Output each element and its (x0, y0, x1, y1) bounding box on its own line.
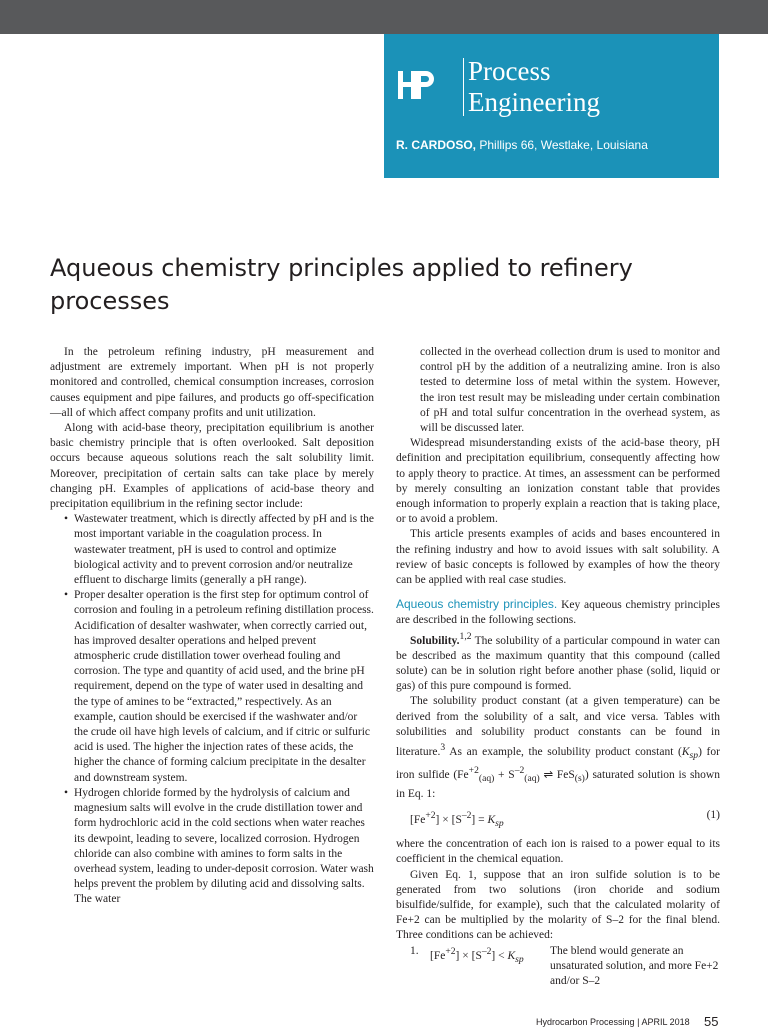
solubility-paragraph (396, 629, 720, 695)
department-divider (463, 58, 464, 116)
section-intro: Key aqueous chemistry principles are described in the following sections. (396, 599, 721, 627)
condition-text: The blend would generate an unsaturated solution, and more Fe+2 and/or S–2 (550, 944, 719, 987)
ksp-paragraph: The solubility product constant (at a given temperature) can be derived from the solubility of a salt, and vice versa. Tables with solubilities and solubility product constants can be found in literature.$^3$ As an example, the solubility product constant $(K_{sp})$ for iron sulfide ($Fe^{+2}_{(aq)} + S^{-2}_{(aq)}$ ⇌ FeS$_{(s)}$) saturated solution is shown in Eq. 1: (396, 695, 720, 800)
left-column (50, 345, 374, 908)
subsection-heading: Solubility. (410, 634, 460, 647)
list-item: • Hydrogen chloride formed by the hydrolysis of calcium and magnesium salts will evolve in the crude distillation tower and form hydrochloric acid in the cold sections when water reaches its dewpoint, leading to severe, localized corrosion. Hydrogen chloride can also combine with amines to form salts in the overhead system, leading to under-deposit corrosion. Water wash helps prevent the problem by diluting acid and dissolving salts. The water (74, 786, 374, 908)
issue-date: APRIL 2018 (641, 1017, 690, 1027)
section-paragraph (396, 597, 720, 628)
paragraph: where the concentration of each ion is raised to a power equal to its coefficient in the chemical equation. (396, 838, 720, 866)
condition-expression: $[Fe^{+2}] \times [S^{-2}] < K_{sp}$ (430, 945, 524, 965)
right-column (396, 345, 720, 989)
paragraph: This article presents examples of acids and bases encountered in the refining industry and how to avoid issues with salt solubility. A review of basic concepts is followed by examples of how the theory can be applied with real case studies. (396, 528, 720, 587)
applications-list (50, 512, 374, 907)
solubility-text: The solubility of a particular compound in water can be described as the maximum quantity that this compound (called solute) can be in solution right before another phase (solid, liquid or gas) of this pure compound is formed. (396, 634, 721, 693)
reference-mark: 1,2 (459, 630, 472, 642)
article-title: Aqueous chemistry principles applied to refinery processes (50, 254, 633, 315)
list-item-continuation: collected in the overhead collection drum is used to monitor and control pH by the addition of a neutralizing amine. Iron is also tested to determine loss of metal within the system. However, the iron test result may be misleading under certain combination of pH and total sulfur concentration in the overhead system, as will be discussed later. (420, 346, 720, 435)
paragraph: In the petroleum refining industry, pH measurement and adjustment are extremely important. When pH is not properly monitored and controlled, chemical consumption increases, corrosion causes equipment and pipe failures, and products go off-specification—all of which affect company profits and unit utilization. (50, 346, 374, 419)
equation-expression: $[Fe^{+2}] \times [S^{-2}] = K_{sp}$ (410, 809, 504, 829)
list-item: • Wastewater treatment, which is directly affected by pH and is the most important variable in the coagulation process. In wastewater treatment, pH is used to control and optimize biological activity and to prevent corrosion and/or neutralize effluent to discharge limits (generally a pH range). (74, 512, 374, 588)
top-gray-bar (0, 0, 768, 34)
paragraph: Along with acid-base theory, precipitation equilibrium is another basic chemistry principle that is often overlooked. Salt deposition occurs because aqueous solutions reach the salt solubility limit. Moreover, precipitation of certain salts can take place by merely changing pH. Examples of applications of acid-base theory and precipitation equilibrium in the refining sector include: (50, 422, 374, 511)
footer (536, 1017, 690, 1027)
equation-number: (1) (706, 808, 720, 821)
hp-logo (398, 71, 434, 99)
reference-mark: 3 (440, 741, 446, 753)
page-number: 55 (704, 1014, 719, 1029)
author-byline (396, 138, 648, 152)
author-name: R. CARDOSO, (396, 138, 477, 152)
paragraph: Given Eq. 1, suppose that an iron sulfide solution is to be generated from two solutions (iron choride and sodium bisulfide/sulfide, for example), such that the calculated molarity of Fe+2 can be multiplied by the molarity of S–2 for the final blend. Three conditions can be achieved: (396, 868, 720, 942)
equation-1 (410, 808, 720, 831)
paragraph: Widespread misunderstanding exists of the acid-base theory, pH definition and precipitation equilibrium, consequently affecting how to apply theory to practice. At times, an assessment can be performed by merely consulting an ionization constant table that provides enough information to properly explain a reaction that is taking place, or to avoid a problem. (396, 437, 720, 526)
publication-name: Hydrocarbon Processing (536, 1017, 635, 1027)
department-banner (384, 34, 719, 178)
condition-1: 1. $[Fe^{+2}] \times [S^{-2}] < K_{sp}$ The blend would generate an unsaturated solution, and more Fe+2 and/or S–2 (410, 944, 720, 990)
list-item: • Proper desalter operation is the first step for optimum control of corrosion and fouling in a petroleum refining distillation process. Acidification of desalter washwater, when correctly carried out, has improved desalter operations and helped prevent atmospheric crude distillation tower overhead fouling and corrosion. The type and quantity of acid used, and the brine pH requirement, depend on the type of water used in desalting and the type of amines to be “extracted,” respectively. As an example, caution should be exercised if the washwater and/or the crude oil have high levels of calcium, and if citric or sulfuric acid is used. The higher the injection rates of these acids, the higher the chance of forming calcium precipitate in the desalter and downstream system. (74, 588, 374, 786)
author-affiliation: Phillips 66, Westlake, Louisiana (479, 138, 648, 152)
section-heading: Aqueous chemistry principles. (396, 597, 558, 612)
department-title: Process Engineering (468, 56, 600, 117)
footer-separator: | (637, 1017, 640, 1027)
